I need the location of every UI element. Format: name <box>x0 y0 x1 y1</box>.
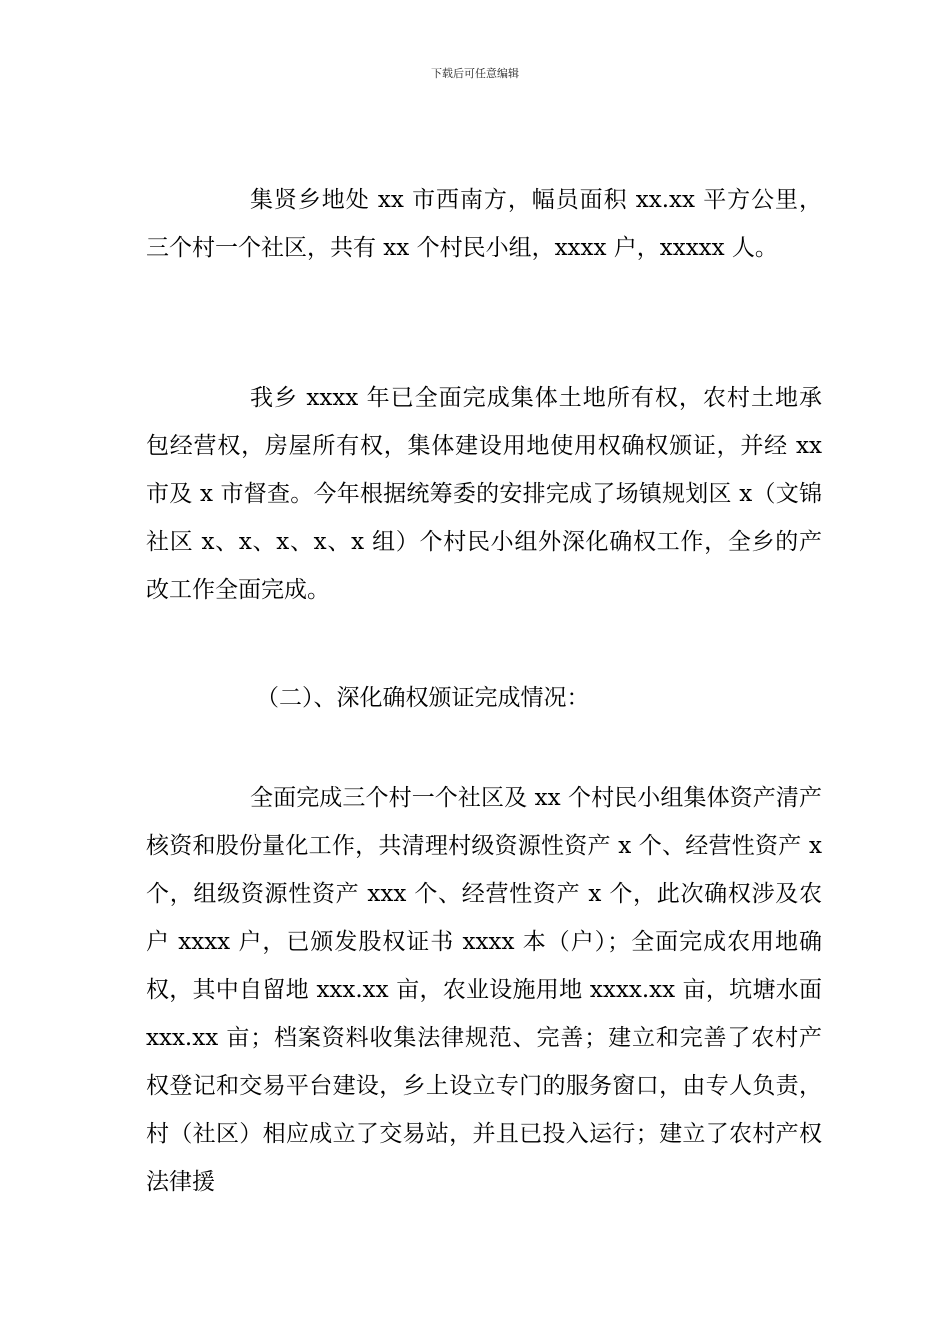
section-heading: （二）、深化确权颁证完成情况： <box>256 685 590 711</box>
paragraph-rights-confirmation: 我乡 xxxx 年已全面完成集体土地所有权，农村土地承包经营权，房屋所有权，集体建设用地使用权确权颁证，并经 xx 市及 x 市督查。今年根据统筹委的安排完成了场镇规划区 x（文锦社区 x、x、x、x、x 组）个村民小组外深化确权工作，全乡的产改工作全面完成。 <box>146 385 822 603</box>
page-header-note: 下载后可任意编辑 <box>431 67 519 80</box>
paragraph-completion-details: 全面完成三个村一个社区及 xx 个村民小组集体资产清产核资和股份量化工作，共清理村级资源性资产 x 个、经营性资产 x 个，组级资源性资产 xxx 个、经营性资产 x 个，此次确权涉及农户 xxxx 户，已颁发股权证书 xxxx 本（户）；全面完成农用地确权，其中自留地 xxx.xx 亩，农业设施用地 xxxx.xx 亩，坑塘水面 xxx.xx 亩；档案资料收集法律规范、完善；建立和完善了农村产权登记和交易平台建设，乡上设立专门的服务窗口，由专人负责，村（社区）相应成立了交易站，并且已投入运行；建立了农村产权法律援 <box>146 785 822 1195</box>
paragraph-overview: 集贤乡地处 xx 市西南方，幅员面积 xx.xx 平方公里，三个村一个社区，共有 xx 个村民小组，xxxx 户，xxxxx 人。 <box>146 187 822 261</box>
